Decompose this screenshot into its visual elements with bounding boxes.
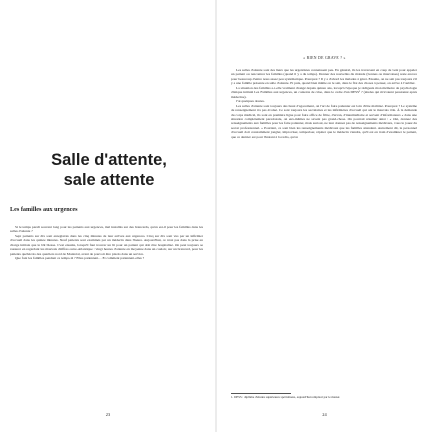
page-number-right: 24	[322, 412, 327, 417]
right-page	[217, 0, 432, 432]
right-paragraph: La situation des familles a-t-elle vraiment changé depuis quinze ans, lorsqu'à l'époque je rédigeais mon mémoire de psychologie clinique intitulé Les Familles aux urgences, un contexte de crise, dans le cadre d'un DESS¹ ? (études qui m'avaient passionné après médecine).	[231, 85, 417, 99]
left-paragraph: Si le temps paraît souvent long pour les patients aux urgences, mal installés sur des brancards, qu'en est-il pour les familles dans les salles d'attente ?	[10, 225, 203, 234]
footnote: 1. DESS : diplôme d'études supérieures spécialisées, aujourd'hui remplacé par le master.	[231, 395, 341, 399]
page-number-left: 23	[105, 412, 111, 417]
footnote-divider	[231, 393, 291, 394]
right-paragraph: J'ai quelques doutes.	[236, 99, 265, 104]
left-paragraph: Que font les familles pendant ce temps-là ? Elles patientent… Et comment patientent-elles ?	[15, 256, 145, 261]
left-body-text	[10, 225, 203, 261]
chapter-title-line-1: Salle d'attente,	[51, 151, 167, 169]
right-body-text	[231, 68, 417, 139]
right-paragraph: Les salles d'attente sont des lieux que les urgentistes connaissent peu. En général, ils les traversent en coup de vent pour appeler un patient ou rencontrer les familles (quand il y a du temps). Donner des nouvelles du malade (bonnes ou mauvaises) reste encore pour beaucoup d'entre nous assez peu systématique. Pourquoi ? Il y a d'abord les malades à gérer. Ensuite, on ne sait pas toujours s'il y a une famille présente en salle d'attente. Et puis, quand bien même on le sait, dans le flot des choses à penser, on arrive à l'oublier.	[231, 68, 417, 86]
chapter-title-line-2: sale attente	[63, 171, 155, 189]
left-paragraph: Sept patients sur dix sont enregistrés dans les cinq minutes de leur arrivée aux urgences. Cinq sur dix sont vus par un infirmier d'accueil dans les quinze minutes. Neuf patients sont examinés par un médecin dans l'heure. Aujourd'hui, ce n'est pas dans la prise en charge initiale que le bât blesse. C'est ensuite, lorsqu'il faut trouver un lit pour un patient qui doit être hospitalisé. On peut toujours se rassurer en regardant les mauvais chiffres outre-Atlantique : vingt heures d'attente en moyenne dans un couloir, sur un brancard, pour les patients québécois des quartiers nord de Montréal, avant de pouvoir être placés dans un service.	[10, 233, 203, 256]
running-head: « RIEN DE GRAVE ? »	[303, 56, 346, 60]
right-paragraph: Les salles d'attente sont toujours des lieux d'agacement, où l'art de faire patienter est loin d'être maîtrisé. Pourquoi ? Le système de renseignement n'a pas évolué. Ce sont toujours les secrétaires et les infirmières d'accueil qui ont le mauvais rôle. À la demande du corps médical, ils sont en première ligne pour faire office de filtre, d'écran, d'intermédiaire et servent d'informateurs « dans une situation complètement paradoxale, où eux-mêmes ne savent pas grand-chose. On pourrait résumer ainsi : « Oui, donnez des renseignements aux familles pour les faire patienter, mais surtout, ne leur donnez pas de renseignements médicaux, vous le jouez du secret professionnel. » Pourtant, ce sont bien les renseignements médicaux que les familles attendent. Autrement dit, le personnel d'accueil doit constamment jongler, improviser, temporiser, répéter que le médecin viendra, qu'il est en train d'examiner le patient, que ce dernier est pour l'instant à la radio, qu'on	[231, 103, 417, 139]
section-heading: Les familles aux urgences	[10, 206, 78, 213]
chapter-title	[14, 150, 204, 190]
